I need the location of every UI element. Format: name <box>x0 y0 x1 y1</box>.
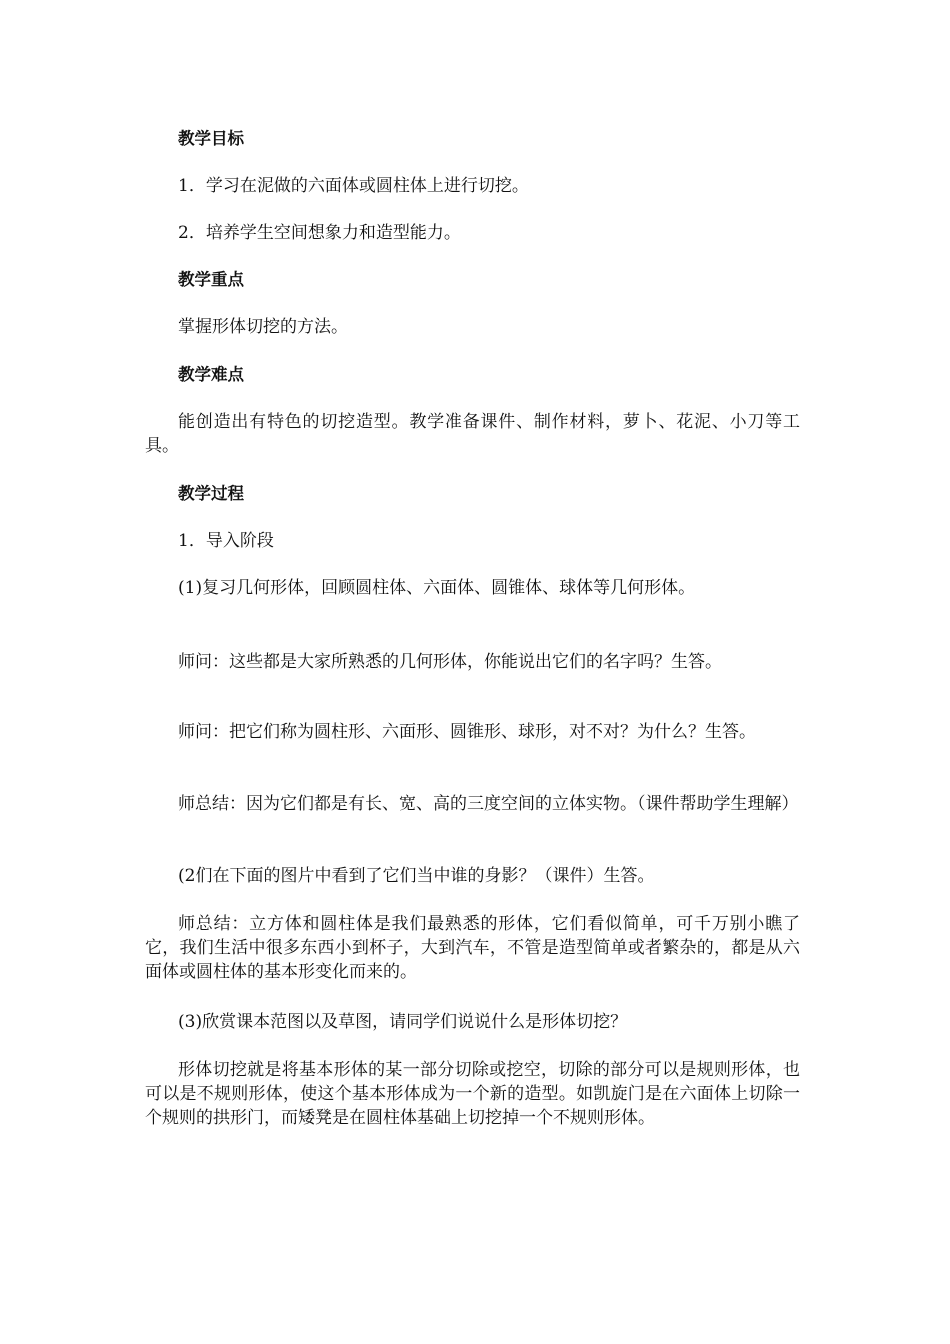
definition-paragraph: 形体切挖就是将基本形体的某一部分切除或挖空，切除的部分可以是规则形体，也可以是不规则形体，使这个基本形体成为一个新的造型。如凯旋门是在六面体上切除一个规则的拱形门，而矮凳是在圆柱体基础上切挖掉一个不规则形体。 <box>145 1060 800 1128</box>
step-1-3: (3)欣赏课本范图以及草图，请同学们说说什么是形体切挖？ <box>178 1012 628 1032</box>
step-1-1: (1)复习几何形体，回顾圆柱体、六面体、圆锥体、球体等几何形体。 <box>178 578 696 598</box>
process-heading: 教学过程 <box>178 484 244 503</box>
focus-heading: 教学重点 <box>178 270 244 289</box>
goal-heading: 教学目标 <box>178 129 244 148</box>
difficulty-heading: 教学难点 <box>178 365 244 384</box>
goal-item-2: 2．培养学生空间想象力和造型能力。 <box>178 223 461 243</box>
step-1: 1．导入阶段 <box>178 531 274 551</box>
step-1-2: (2们在下面的图片中看到了它们当中谁的身影？（课件）生答。 <box>178 866 655 886</box>
teacher-summary-2: 师总结：立方体和圆柱体是我们最熟悉的形体，它们看似简单，可千万别小瞧了它，我们生活中很多东西小到杯子，大到汽车，不管是造型简单或者繁杂的，都是从六面体或圆柱体的基本形变化而来的。 <box>145 914 800 982</box>
teacher-question-2: 师问：把它们称为圆柱形、六面形、圆锥形、球形，对不对？为什么？生答。 <box>178 722 756 742</box>
difficulty-text: 能创造出有特色的切挖造型。教学准备课件、制作材料，萝卜、花泥、小刀等工具。 <box>145 412 800 456</box>
teacher-question-1: 师问：这些都是大家所熟悉的几何形体，你能说出它们的名字吗？生答。 <box>178 652 722 672</box>
focus-text: 掌握形体切挖的方法。 <box>178 317 348 337</box>
goal-item-1: 1．学习在泥做的六面体或圆柱体上进行切挖。 <box>178 176 529 196</box>
teacher-summary-1: 师总结：因为它们都是有长、宽、高的三度空间的立体实物。（课件帮助学生理解） <box>178 794 799 814</box>
